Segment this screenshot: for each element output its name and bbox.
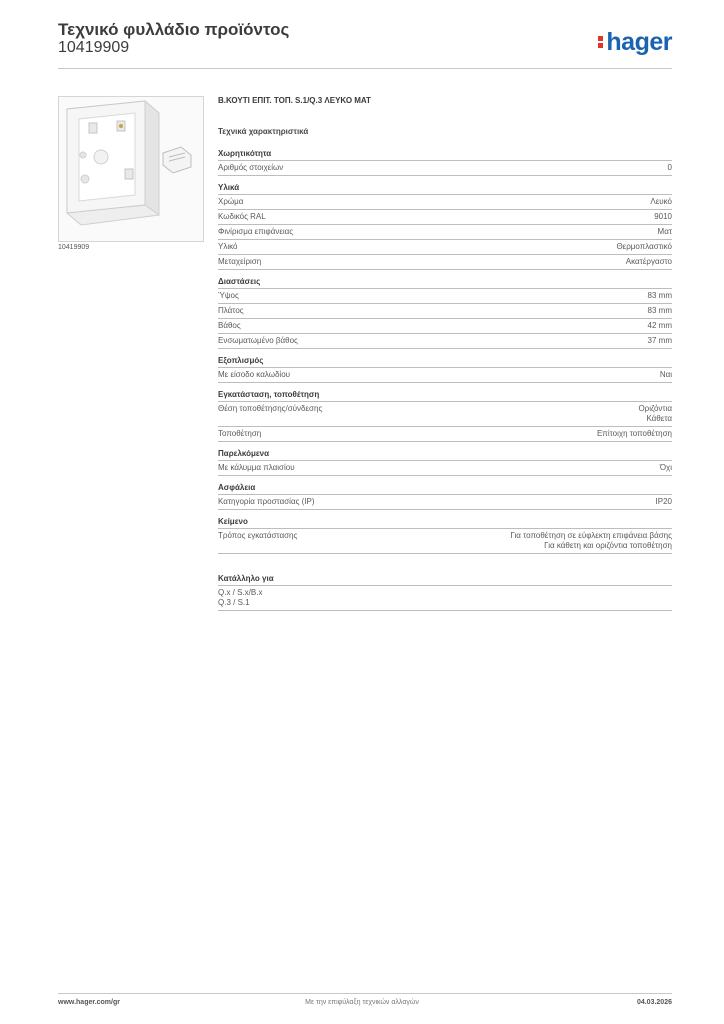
spec-group-text [218, 517, 672, 554]
spec-row [218, 288, 672, 303]
image-caption: 10419909 [58, 244, 90, 251]
spec-group-equipment [218, 356, 672, 383]
product-code: 10419909 [58, 39, 130, 56]
footer-date: 04.03.2026 [636, 999, 672, 1006]
spec-label: Βάθος [218, 321, 241, 330]
logo-text: hager [606, 28, 672, 56]
spec-group-dimensions [218, 277, 672, 349]
group-title: Κείμενο [218, 517, 248, 526]
spec-value: 83 mm [647, 306, 672, 315]
specification-section [218, 96, 672, 618]
spec-value: Λευκό [650, 197, 672, 206]
spec-row [218, 367, 672, 383]
spec-label: Με είσοδο καλωδίου [218, 370, 291, 379]
spec-row [218, 528, 672, 554]
spec-row [218, 254, 672, 270]
group-title: Χωρητικότητα [218, 149, 272, 158]
spec-label: Με κάλυμμα πλαισίου [218, 463, 295, 472]
spec-label: Αριθμός στοιχείων [218, 163, 284, 172]
surface-box-illustration [59, 97, 203, 241]
group-title: Διαστάσεις [218, 277, 261, 286]
spec-label: Τρόπος εγκατάστασης [218, 531, 298, 540]
spec-label: Ύψος [218, 291, 239, 300]
technical-characteristics-heading: Τεχνικά χαρακτηριστικά [218, 127, 309, 136]
group-title: Υλικά [218, 183, 240, 192]
spec-label: Θέση τοποθέτησης/σύνδεσης [218, 404, 323, 413]
product-image [58, 96, 204, 242]
spec-row [218, 333, 672, 349]
spec-value-line: Οριζόντια [638, 404, 672, 413]
spec-label: Κατηγορία προστασίας (IP) [218, 497, 315, 506]
suitable-for-title: Κατάλληλο για [218, 574, 274, 583]
spec-value: Όχι [659, 463, 672, 472]
product-name: Β.ΚΟΥΤΙ ΕΠΙΤ. ΤΟΠ. S.1/Q.3 ΛΕΥΚΟ ΜΑΤ [218, 96, 371, 105]
spec-value-line: Για κάθετη και οριζόντια τοποθέτηση [544, 541, 672, 550]
spec-row [218, 401, 672, 426]
suitable-for-item: Q.x / S.x/B.x [218, 588, 263, 597]
spec-row [218, 460, 672, 476]
spec-row [218, 426, 672, 442]
suitable-for-list [218, 585, 672, 611]
spec-value: IP20 [655, 497, 672, 506]
document-title: Τεχνικό φυλλάδιο προϊόντος [58, 20, 290, 39]
spec-value: 9010 [654, 212, 672, 221]
spec-value [638, 404, 672, 424]
spec-value: Επίτοιχη τοποθέτηση [596, 429, 672, 438]
spec-row [218, 160, 672, 176]
spec-row [218, 318, 672, 333]
suitable-for-section [218, 574, 672, 611]
header-divider [58, 68, 672, 69]
spec-row [218, 239, 672, 254]
spec-value: Θερμοπλαστικό [616, 242, 672, 251]
spec-group-accessories [218, 449, 672, 476]
spec-label: Υλικό [218, 242, 238, 251]
hager-logo [598, 28, 672, 57]
spec-label: Φινίρισμα επιφάνειας [218, 227, 294, 236]
group-title: Εξοπλισμός [218, 356, 264, 365]
spec-label: Πλάτος [218, 306, 244, 315]
spec-group-installation [218, 390, 672, 442]
spec-value-line: Για τοποθέτηση σε εύφλεκτη επιφάνεια βάσης [510, 531, 672, 540]
spec-label: Τοποθέτηση [218, 429, 262, 438]
spec-row [218, 209, 672, 224]
spec-label: Ενσωματωμένο βάθος [218, 336, 298, 345]
spec-value: 83 mm [647, 291, 672, 300]
spec-group-materials [218, 183, 672, 270]
footer-divider [58, 993, 672, 994]
spec-row [218, 224, 672, 239]
spec-group-safety [218, 483, 672, 510]
spec-value: 0 [667, 163, 672, 172]
spec-value [510, 531, 672, 551]
group-title: Ασφάλεια [218, 483, 256, 492]
spec-value: 37 mm [647, 336, 672, 345]
footer-notice: Με την επιφύλαξη τεχνικών αλλαγών [305, 999, 419, 1006]
spec-row [218, 303, 672, 318]
group-title: Παρελκόμενα [218, 449, 270, 458]
group-title: Εγκατάσταση, τοποθέτηση [218, 390, 320, 399]
spec-value-line: Κάθετα [646, 414, 672, 423]
spec-label: Κωδικός RAL [218, 212, 266, 221]
spec-row [218, 194, 672, 209]
logo-dots-icon [598, 34, 604, 50]
spec-label: Μεταχείριση [218, 257, 262, 266]
spec-value: Ακατέργαστο [625, 257, 672, 266]
spec-value: Ναι [659, 370, 672, 379]
suitable-for-item: Q.3 / S.1 [218, 598, 250, 607]
spec-label: Χρώμα [218, 197, 244, 206]
spec-row [218, 494, 672, 510]
spec-value: 42 mm [647, 321, 672, 330]
spec-value: Ματ [657, 227, 672, 236]
spec-group-capacity [218, 149, 672, 176]
footer-website-link[interactable]: www.hager.com/gr [58, 999, 120, 1006]
